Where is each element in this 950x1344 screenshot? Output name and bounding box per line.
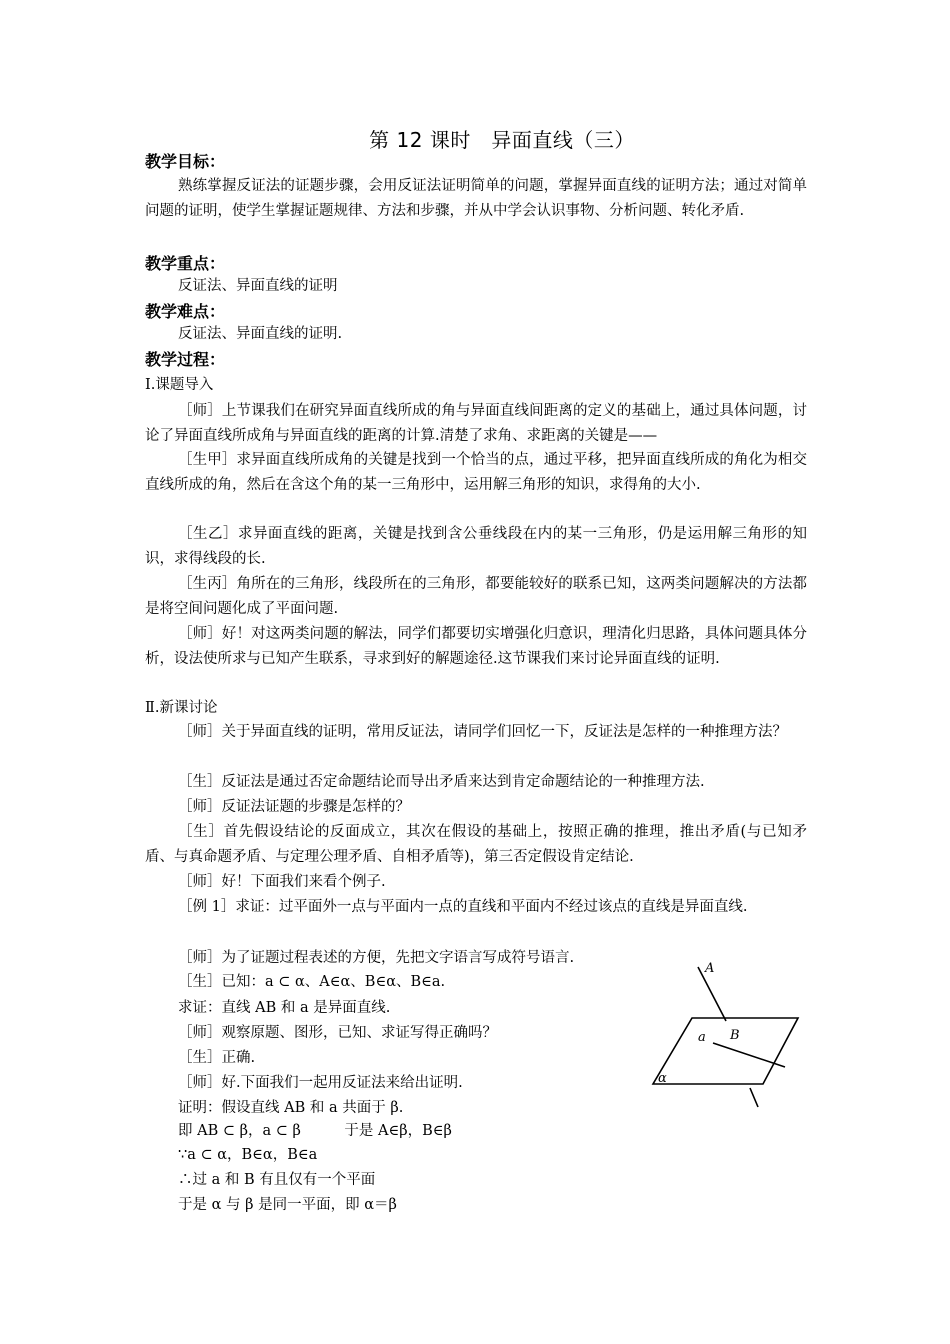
proof-line: ∵a ⊂ α，B∈α，B∈a bbox=[178, 1147, 318, 1163]
page-title: 第 12 课时 异面直线（三） bbox=[369, 128, 635, 152]
proof-line: 证明：假设直线 AB 和 a 共面于 β. bbox=[178, 1100, 404, 1116]
paragraph: ［师］反证法证题的步骤是怎样的？ bbox=[178, 799, 410, 815]
label-alpha: α bbox=[658, 1071, 667, 1086]
proof-line: ∴过 a 和 B 有且仅有一个平面 bbox=[178, 1172, 376, 1188]
label-B: B bbox=[730, 1028, 740, 1043]
dialogue-line: ［生］正确. bbox=[178, 1050, 256, 1066]
dialogue-line: ［师］好.下面我们一起用反证法来给出证明. bbox=[178, 1075, 463, 1091]
paragraph: ［生］反证法是通过否定命题结论而导出矛盾来达到肯定命题结论的一种推理方法. bbox=[178, 774, 705, 790]
section-intro: Ⅰ.课题导入 bbox=[145, 377, 214, 393]
proof-line: 即 AB ⊂ β，a ⊂ β 于是 A∈β，B∈β bbox=[178, 1123, 452, 1139]
prove-line: 求证：直线 AB 和 a 是异面直线. bbox=[178, 1000, 391, 1016]
difficulties-text: 反证法、异面直线的证明. bbox=[178, 326, 343, 342]
paragraph: ［师］好！对这两类问题的解法，同学们都要切实增强化归意识，理清化归思路，具体问题具体分析，设法使所求与已知产生联系，寻求到好的解题途径.这节课我们来讨论异面直线的证明. bbox=[145, 626, 807, 667]
line-a bbox=[713, 1043, 785, 1067]
paragraph: ［生丙］角所在的三角形，线段所在的三角形，都要能较好的联系已知，这两类问题解决的方法都是将空间问题化成了平面问题. bbox=[145, 576, 807, 617]
objectives-text: 熟练掌握反证法的证题步骤，会用反证法证明简单的问题，掌握异面直线的证明方法；通过对简单问题的证明，使学生掌握证题规律、方法和步骤，并从中学会认识事物、分析问题、转化矛盾. bbox=[145, 178, 807, 219]
key-points-text: 反证法、异面直线的证明 bbox=[178, 278, 338, 294]
paragraph: ［师］关于异面直线的证明，常用反证法，请同学们回忆一下，反证法是怎样的一种推理方法？ bbox=[178, 724, 787, 740]
plane-alpha bbox=[653, 1018, 798, 1084]
proof-line: 于是 α 与 β 是同一平面，即 α＝β bbox=[178, 1197, 397, 1213]
key-points-heading: 教学重点： bbox=[145, 254, 226, 273]
paragraph: ［师］上节课我们在研究异面直线所成的角与异面直线间距离的定义的基础上，通过具体问题，讨论了异面直线所成角与异面直线的距离的计算.清楚了求角、求距离的关键是—— bbox=[145, 403, 807, 444]
objectives-heading: 教学目标： bbox=[145, 152, 226, 171]
given-line: ［生］已知：a ⊂ α、A∈α、B∈α、B∈a. bbox=[178, 974, 446, 990]
label-a: a bbox=[698, 1030, 706, 1045]
paragraph: ［生］首先假设结论的反面成立，其次在假设的基础上，按照正确的推理，推出矛盾(与已知矛盾、与真命题矛盾、与定理公理矛盾、自相矛盾等)，第三否定假设肯定结论. bbox=[145, 824, 807, 865]
paragraph: ［生乙］求异面直线的距离，关键是找到含公垂线段在内的某一三角形，仍是运用解三角形的知识，求得线段的长. bbox=[145, 526, 807, 567]
dialogue-line: ［师］为了证题过程表述的方便，先把文字语言写成符号语言. bbox=[178, 950, 575, 966]
process-heading: 教学过程： bbox=[145, 350, 226, 369]
section-new-lesson: Ⅱ.新课讨论 bbox=[145, 700, 218, 716]
skew-lines-figure bbox=[640, 955, 810, 1115]
line-AB-lower bbox=[750, 1088, 758, 1107]
dialogue-line: ［师］观察原题、图形，已知、求证写得正确吗？ bbox=[178, 1025, 497, 1041]
paragraph: ［例 1］求证：过平面外一点与平面内一点的直线和平面内不经过该点的直线是异面直线. bbox=[178, 899, 748, 915]
paragraph: ［生甲］求异面直线所成角的关键是找到一个恰当的点，通过平移，把异面直线所成的角化为相交直线所成的角，然后在含这个角的某一三角形中，运用解三角形的知识，求得角的大小. bbox=[145, 452, 807, 493]
difficulties-heading: 教学难点： bbox=[145, 302, 226, 321]
paragraph: ［师］好！下面我们来看个例子. bbox=[178, 874, 386, 890]
label-A: A bbox=[705, 961, 715, 976]
